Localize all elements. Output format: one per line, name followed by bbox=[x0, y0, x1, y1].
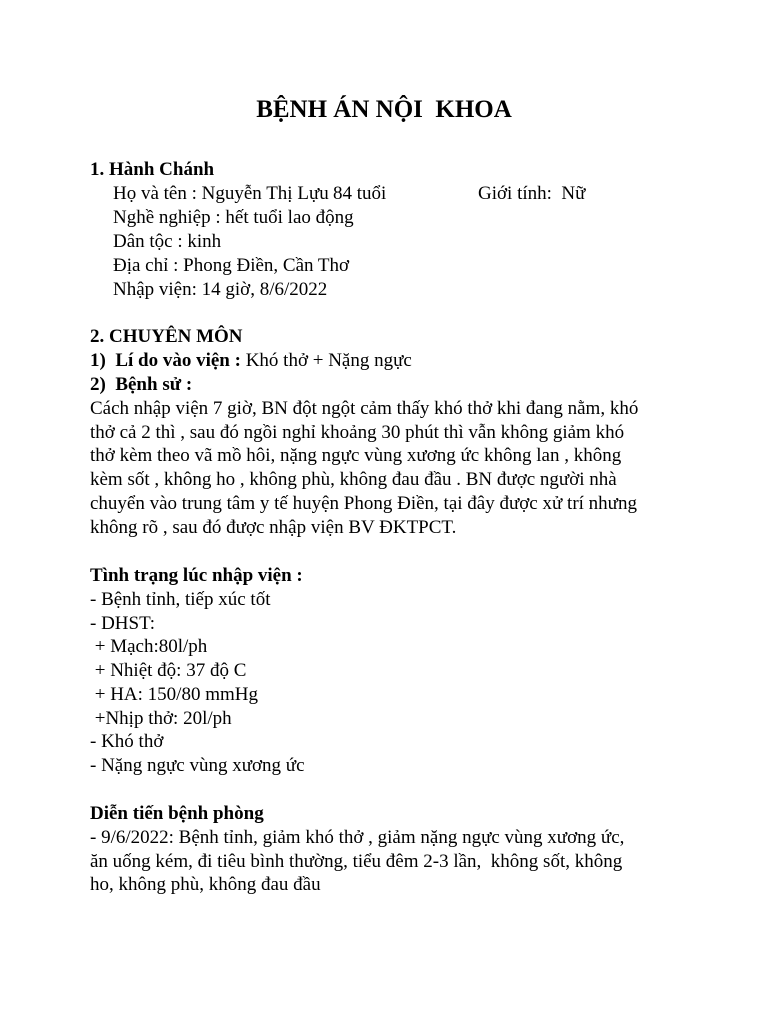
status-item: - Nặng ngực vùng xương ức bbox=[90, 754, 305, 776]
patient-occupation: Nghề nghiệp : hết tuổi lao động bbox=[113, 207, 354, 228]
section-administrative-heading: 1. Hành Chánh bbox=[90, 159, 215, 180]
status-item: + Mạch:80l/ph bbox=[90, 636, 208, 658]
history-line: thở cả 2 thì , sau đó ngồi nghỉ khoảng 30 phút thì vẫn không giảm khó bbox=[90, 421, 625, 443]
admission-status-list bbox=[90, 588, 690, 778]
progress-line: ăn uống kém, đi tiêu bình thường, tiểu đêm 2-3 lần, không sốt, không bbox=[90, 850, 623, 872]
status-item: + HA: 150/80 mmHg bbox=[90, 683, 258, 705]
document-title: BỆNH ÁN NỘI KHOA bbox=[256, 96, 512, 123]
admission-reason-label: 1) Lí do vào viện : bbox=[90, 350, 241, 371]
patient-gender: Giới tính: Nữ bbox=[478, 183, 586, 204]
history-line: không rõ , sau đó được nhập viện BV ĐKTPCT. bbox=[90, 516, 457, 538]
progress-paragraph bbox=[90, 826, 690, 897]
history-line: chuyển vào trung tâm y tế huyện Phong Điền, tại đây được xử trí nhưng bbox=[90, 492, 637, 514]
patient-name: Họ và tên : Nguyễn Thị Lựu bbox=[113, 183, 329, 204]
history-line: thở kèm theo vã mồ hôi, nặng ngực vùng xương ức không lan , không bbox=[90, 445, 622, 467]
status-item: + Nhiệt độ: 37 độ C bbox=[90, 660, 247, 682]
patient-ethnicity: Dân tộc : kinh bbox=[113, 231, 222, 252]
history-heading: 2) Bệnh sử : bbox=[90, 374, 193, 395]
history-line: kèm sốt , không ho , không phù, không đau đầu . BN được người nhà bbox=[90, 469, 617, 491]
history-paragraph bbox=[90, 397, 690, 539]
admission-time: Nhập viện: 14 giờ, 8/6/2022 bbox=[113, 279, 328, 300]
admission-reason bbox=[90, 349, 412, 373]
history-line: Cách nhập viện 7 giờ, BN đột ngột cảm thấy khó thở khi đang nằm, khó bbox=[90, 398, 639, 419]
admission-status-heading: Tình trạng lúc nhập viện : bbox=[90, 565, 303, 586]
status-item: - Bệnh tỉnh, tiếp xúc tốt bbox=[90, 589, 271, 610]
progress-line: - 9/6/2022: Bệnh tỉnh, giảm khó thở , giảm nặng ngực vùng xương ức, bbox=[90, 827, 625, 848]
progress-heading: Diễn tiến bệnh phòng bbox=[90, 803, 264, 824]
progress-line: ho, không phù, không đau đầu bbox=[90, 874, 321, 896]
status-item: - DHST: bbox=[90, 612, 156, 634]
admission-reason-value: Khó thở + Nặng ngực bbox=[240, 350, 412, 371]
status-item: +Nhịp thở: 20l/ph bbox=[90, 707, 232, 729]
patient-age: 84 tuổi bbox=[333, 183, 387, 204]
section-clinical-heading: 2. CHUYÊN MÔN bbox=[90, 326, 243, 347]
patient-address: Địa chỉ : Phong Điền, Cần Thơ bbox=[113, 255, 350, 276]
status-item: - Khó thở bbox=[90, 731, 164, 753]
